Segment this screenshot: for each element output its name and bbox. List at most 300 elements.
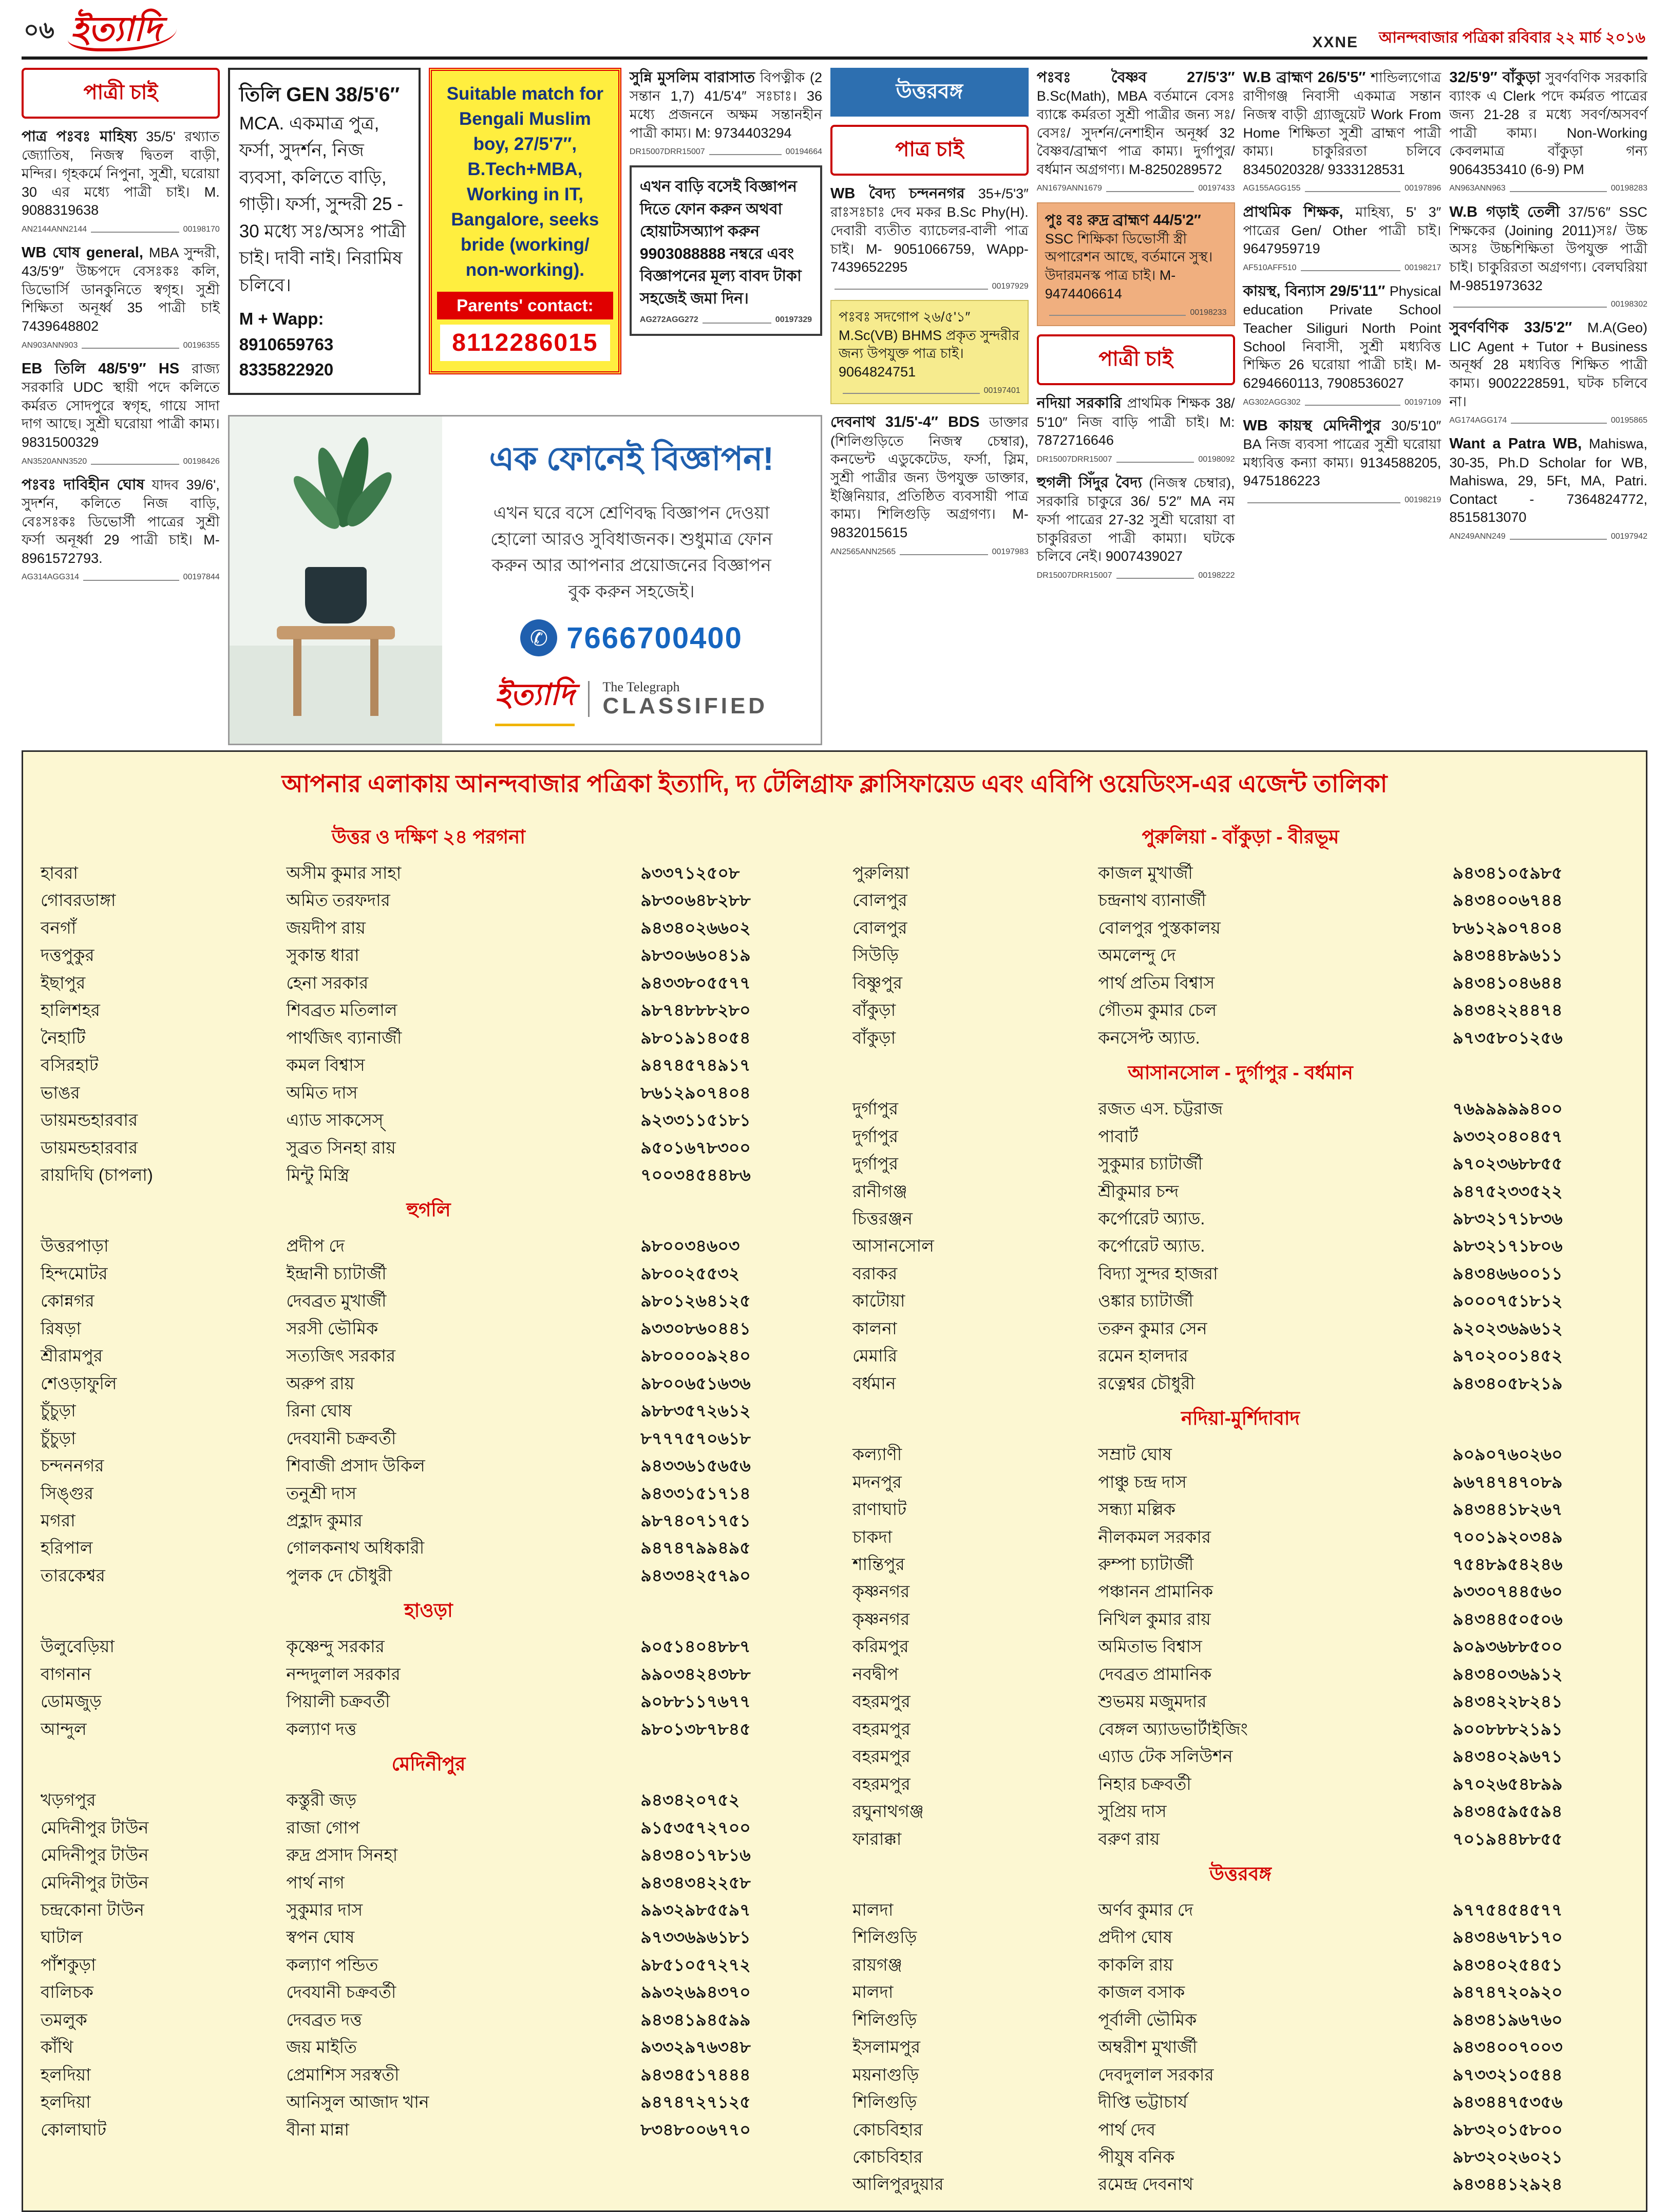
agent-row <box>852 1743 1628 1770</box>
agent-name: হেনা সরকার <box>286 973 369 992</box>
edition-code: XXNE <box>1312 34 1359 51</box>
ad-body: B.Sc(Math), MBA বর্তমানে বেসঃ ব্যাঙ্কে কর্মরতা সুশ্রী পাত্রীর জন্য সঃ/বেসঃ/ সুদর্শন/নেশাহীন অনূর্ধ্ব 32 বৈষ্ণব/ব্রাহ্মণ পাত্র কাম্য। দুর্গাপুর/বর্ধমান অগ্রগণ্য। M-8250289572 <box>1036 88 1235 177</box>
ad-title: সুন্নি মুসলিম বারাসাত <box>629 69 755 86</box>
classified-ad <box>830 412 1029 557</box>
ad-title: পঃবঃ বৈষ্ণব 27/5'3″ <box>1036 69 1235 86</box>
ad-body: 37/5'6″ SSC শিক্ষকের (Joining 2011)সঃ/ উচ্চ অসঃ উচ্চশিক্ষিতা উপযুক্ত পাত্রী চাই। চাকুরিরতা অগ্রগণ্য। বেলঘরিয়া M-9851973632 <box>1449 204 1647 293</box>
ad-title: W.B ব্রাহ্মণ 26/5'5″ <box>1243 69 1366 86</box>
ad-ref-codes <box>1243 183 1442 194</box>
agent-name: পার্থ দেব <box>1098 2120 1156 2139</box>
classified-ad <box>1243 202 1442 274</box>
column-header-red: পাত্রী চাই <box>22 68 220 119</box>
ad-title: Want a Patra WB, <box>1449 436 1582 452</box>
agent-row <box>852 1232 1628 1259</box>
agent-phone: ৯০৯০৭৬০২৬০ <box>1452 1445 1563 1464</box>
agent-phone: ৯৯০৩৪২৪৩৮৮ <box>640 1664 751 1684</box>
ad-ref-codes <box>22 572 220 582</box>
agent-name: প্রদীপ দে <box>286 1236 345 1256</box>
agent-row <box>852 914 1628 941</box>
column-header-red: পাত্রী চাই <box>1037 334 1235 385</box>
agent-row <box>41 996 817 1024</box>
agent-location: ঘাটাল <box>41 1927 83 1947</box>
agent-row <box>852 1441 1628 1468</box>
agent-phone: ৯৮৭৪৮৮৮২৮০ <box>640 1000 751 1020</box>
ad-title: তিলি GEN 38/5'6″ <box>239 84 400 106</box>
agent-name: এ্যাড সাকসেস্ <box>286 1110 384 1130</box>
agent-row <box>852 969 1628 996</box>
ref-code-left: AN2565ANN2565 <box>830 547 896 556</box>
agent-phone: ৯২০২৩৬৯৬১২ <box>1452 1318 1563 1338</box>
agent-phone: ৯৪৩৪১০৪৬৪৪ <box>1452 973 1563 992</box>
agent-phone: ৯৩৩০৭৪৪৫৬০ <box>1452 1582 1563 1601</box>
agents-left-half <box>41 816 817 2198</box>
agent-row <box>41 1688 817 1715</box>
agent-name: কনসেপ্ট অ্যাড. <box>1098 1028 1200 1047</box>
agent-row <box>41 1562 817 1589</box>
agent-name: বরুণ রায় <box>1098 1829 1160 1848</box>
classified-column-3 <box>429 68 621 407</box>
agent-name: শ্রীকুমার চন্দ <box>1098 1181 1179 1201</box>
agent-row <box>41 1079 817 1106</box>
feature-matrimonial-ad <box>429 68 621 374</box>
ref-rule <box>1453 307 1607 308</box>
agent-name: সুকান্ত ধারা <box>286 946 359 965</box>
agent-row <box>852 2088 1628 2115</box>
agent-row <box>852 2061 1628 2088</box>
ad-body: রাজ্য সরকারি UDC স্থায়ী পদে কলিতে কর্মরত সোদপুরে স্বগৃহ, গায়ে সাদা দাগ আছে। সুশ্রী ঘরোয়া পাত্রী কাম্য। 9831500329 <box>22 361 220 450</box>
agent-row <box>852 1923 1628 1951</box>
agent-location: হলদিয়া <box>41 2065 91 2084</box>
agent-name: জয়দীপ রায় <box>286 918 366 937</box>
agent-name: দেবব্রত প্রামানিক <box>1098 1664 1212 1684</box>
agent-location: সিউড়ি <box>852 946 899 965</box>
agent-row <box>852 1688 1628 1715</box>
classified-middle-group <box>228 68 822 745</box>
agent-phone: ৯৪৩৪৬৬০০১১ <box>1452 1263 1563 1283</box>
agent-phone: ৯৪৩৪৩৪২২৫৮ <box>640 1873 751 1892</box>
ad-ref-codes <box>1243 495 1442 505</box>
agent-location: দুর্গাপুর <box>852 1126 899 1146</box>
ad-body: শান্ডিল্যগোত্র রাণীগঞ্জ নিবাসী একমাত্র সন্তান নিজস্ব বাড়ী গ্র্যাজুয়েট Work From Home শিক্ষিতা সুশ্রী ব্রাহ্মণ পাত্রী কাম্য। চাকুরিরতা চলিবে 8345020328/ 9333128531 <box>1243 70 1442 177</box>
agent-row <box>852 1496 1628 1523</box>
agent-row <box>41 969 817 996</box>
agent-location: মেমারি <box>852 1346 898 1366</box>
agent-location: হরিপাল <box>41 1538 93 1558</box>
brand-divider <box>588 681 590 717</box>
agent-row <box>852 2033 1628 2060</box>
agent-location: ফারাক্কা <box>852 1829 902 1848</box>
ref-code-right: 00197329 <box>775 315 812 325</box>
agent-name: পূর্বালী ভৌমিক <box>1098 2010 1197 2029</box>
agent-location: চুঁচুড়া <box>41 1401 76 1421</box>
ad-body: MCA. একমাত্র পুত্র, ফর্সা, সুদর্শন, নিজ ব্যবসা, কলিতে বাড়ি, গাড়ী। ফর্সা, সুন্দরী 25 - 30 মধ্যে সঃ/অসঃ পাত্রী চাই। দাবী নাই। নিরামিষ চলিবে। <box>239 113 406 295</box>
agent-location: হাবরা <box>41 863 78 882</box>
agent-name: রুম্পা চ্যাটার্জী <box>1098 1554 1194 1574</box>
agent-row <box>41 1232 817 1259</box>
classified-column-5 <box>830 68 1029 745</box>
agent-phone: ৯৪৭৫২৩৩৫২২ <box>1452 1181 1563 1201</box>
agent-location: চন্দ্রকোনা টাউন <box>41 1900 144 1919</box>
agent-row <box>41 1134 817 1161</box>
agents-right-half <box>852 816 1628 2198</box>
agent-location: কৃষ্ণনগর <box>852 1582 910 1601</box>
agent-phone: ৯০০৮৮৮২১৯১ <box>1452 1719 1563 1738</box>
agent-name: পিয়ালী চক্রবর্তী <box>286 1692 390 1711</box>
agent-location: হালিশহর <box>41 1000 100 1020</box>
agent-row <box>41 2116 817 2143</box>
agent-name: নন্দদুলাল সরকার <box>286 1664 401 1684</box>
agent-phone: ৯৪৩৪৪১৮২৬৭ <box>1452 1500 1563 1519</box>
agent-name: ওঙ্কার চ্যাটার্জী <box>1098 1291 1193 1311</box>
ad-ref-codes <box>1449 183 1647 194</box>
agent-phone: ৯৭৩৫৮০১২৫৬ <box>1452 1028 1563 1047</box>
ref-code-right: 00196355 <box>183 341 220 350</box>
agent-phone: ৯৮৫১০৫৭২৭২ <box>640 1955 751 1974</box>
agent-phone: ৯৮৩২০২৬০২১ <box>1452 2147 1563 2167</box>
agent-phone: ৯৪৭৪৭৯৯৪৯৫ <box>640 1538 751 1558</box>
agent-phone: ৯৭৩৩৬৯৬১৮১ <box>640 1927 751 1947</box>
ref-rule <box>703 323 771 324</box>
region-header: নদিয়া-মুর্শিদাবাদ <box>1181 1408 1300 1429</box>
ref-code-left: AG302AGG302 <box>1243 398 1301 407</box>
agent-phone: ৯৪৩৪২২৪৪৭৪ <box>1452 1000 1563 1020</box>
region-header: উত্তরবঙ্গ <box>1209 1863 1272 1884</box>
agent-phone: ৭০০১৯২০৩৪৯ <box>1452 1527 1563 1546</box>
agent-phone: ৯৪৩৪০১৭৮১৬ <box>640 1845 751 1865</box>
agent-phone: ৯৪৩৪০২৫৪৫১ <box>1452 1955 1563 1974</box>
agent-row <box>41 1051 817 1079</box>
agent-row <box>852 1287 1628 1314</box>
agent-location: বহরমপুর <box>852 1719 911 1738</box>
agent-row <box>852 859 1628 886</box>
agent-location: দুর্গাপুর <box>852 1154 899 1174</box>
agent-location: কালনা <box>852 1318 897 1338</box>
agent-location: উলুবেড়িয়া <box>41 1637 115 1656</box>
page-number: ০৬ <box>24 17 54 43</box>
agent-location: করিমপুর <box>852 1637 909 1656</box>
agent-location: আসানসোল <box>852 1236 934 1256</box>
agent-location: কল্যাণী <box>852 1445 902 1464</box>
agent-row <box>41 1814 817 1841</box>
ref-code-right: 00198092 <box>1198 455 1235 464</box>
agent-row <box>41 1452 817 1479</box>
agent-phone: ৯৪৩৩৪২৫৭৯০ <box>640 1565 751 1585</box>
agent-location: বোলপুর <box>852 891 907 910</box>
agent-location: কোচবিহার <box>852 2147 923 2167</box>
agent-phone: ৯৪৩৪২০৭৫২ <box>640 1790 740 1810</box>
agent-location: বাগনান <box>41 1664 91 1684</box>
agent-row <box>41 1923 817 1951</box>
agent-row <box>41 1534 817 1561</box>
agent-location: ডায়মন্ডহারবার <box>41 1110 138 1130</box>
agent-name: রাজা গোপ <box>286 1818 360 1837</box>
agent-location: বোলপুর <box>852 918 907 937</box>
ref-code-left: AG272AGG272 <box>639 315 698 325</box>
agent-row <box>852 1978 1628 2006</box>
booking-notice <box>630 165 822 336</box>
agent-row <box>41 1480 817 1507</box>
agent-phone: ৯৮৮৩৫৭২৬১২ <box>640 1401 751 1421</box>
agent-phone: ৯৮৩০৬৪৮২৮৮ <box>640 891 751 910</box>
agent-location: বহরমপুর <box>852 1692 911 1711</box>
ref-rule <box>900 554 988 555</box>
agent-name: চন্দ্রনাথ ব্যানার্জী <box>1098 891 1206 910</box>
agent-location: আলিপুরদুয়ার <box>852 2175 944 2194</box>
agent-location: ভাঙর <box>41 1083 80 1102</box>
agent-phone: ৯৭০২৬৫৪৮৯৯ <box>1452 1774 1563 1793</box>
agent-location: শেওড়াফুলি <box>41 1373 117 1393</box>
agent-row <box>852 1551 1628 1578</box>
agent-row <box>41 886 817 914</box>
classified-ad <box>228 68 421 395</box>
agent-phone: ৮৬১২৯০৭৪০৪ <box>1452 918 1563 937</box>
classified-ad <box>1449 318 1647 426</box>
agent-location: বরাকর <box>852 1263 898 1283</box>
ityadi-logo: ইত্যাদি <box>495 672 574 726</box>
agent-location: শিলিগুড়ি <box>852 2092 917 2112</box>
agent-phone: ৯৪৩৪১৯৪৫৯৯ <box>640 2010 751 2029</box>
ad-body: প্রাথমিক শিক্ষক 38/ 5'10″ নিজ বাড়ি পাত্রী চাই। M: 7872716646 <box>1036 395 1235 448</box>
agent-row <box>852 1896 1628 1923</box>
agent-location: হলদিয়া <box>41 2092 91 2112</box>
column-header-red: পাত্র চাই <box>830 125 1029 176</box>
agent-name: রিনা ঘোষ <box>286 1401 352 1421</box>
agent-phone: ৯৪৩৪৬৭৮১৭০ <box>1452 1927 1563 1947</box>
agent-phone: ৭০০৩৪৫৪৪৮৬ <box>640 1165 751 1184</box>
agent-name: নিখিল কুমার রায় <box>1098 1609 1211 1629</box>
agent-phone: ৮৭৭৭৫৭০৬১৮ <box>640 1428 751 1448</box>
agent-phone: ৯৪৩৪৪৭৫৩৫৬ <box>1452 2092 1563 2112</box>
ad-body: ডাক্তার (শিলিগুড়িতে নিজস্ব চেম্বার), কনভেন্ট এডুকেটেড, ফর্সা, স্লিম, সুশ্রী পাত্রীর জন্য উপযুক্ত ডাক্তার, ইঞ্জিনিয়ার, প্রতিষ্ঠিত ব্যবসায়ী পাত্র কাম্য। শিলিগুড়ি অগ্রগণ্য। M-9832015615 <box>830 414 1029 540</box>
agent-name: প্রেমাশিস সরস্বতী <box>286 2065 400 2084</box>
agent-row <box>41 1342 817 1369</box>
ad-body: Mahiswa, 30-35, Ph.D Scholar for WB, Mahiswa, 29, 5Ft, MA, Patri. Contact - 7364824772, 8515813070 <box>1449 436 1647 525</box>
ad-title: WB ঘোষ general, <box>22 244 143 261</box>
agent-phone: ৯৪৩৩১৫১৭১৪ <box>640 1483 751 1503</box>
ad-body: 35/5' রথ্যাত জ্যোতিষ, নিজস্ব দ্বিতল বাড়ী, মন্দির। গৃহকর্মে নিপুনা, সুশ্রী, ঘরোয়া 30 এর মধ্যে পাত্রী চাই। M. 9088319638 <box>22 129 220 218</box>
region-header: হুগলি <box>406 1199 451 1221</box>
agent-phone: ৯৪৩৪৫৯৫৫৯৪ <box>1452 1802 1563 1821</box>
ref-rule <box>1049 315 1186 316</box>
agent-name: দেবযানী চক্রবর্তী <box>286 1428 396 1448</box>
agent-phone: ৯৪৩৪৫১৭৪৪৪ <box>640 2065 751 2084</box>
column-header-blue: উত্তরবঙ্গ <box>830 68 1029 117</box>
ref-code-right: 00198426 <box>183 457 220 466</box>
agent-row <box>852 1342 1628 1369</box>
agent-name: অমলেন্দু দে <box>1098 946 1176 965</box>
agent-phone: ৯৪৩৪০২৬৬০২ <box>640 918 751 937</box>
ref-code-left: DR15007DRR15007 <box>1036 455 1112 464</box>
ref-rule <box>1511 423 1606 424</box>
ref-rule <box>1106 191 1194 192</box>
classified-ad <box>1449 68 1647 194</box>
agent-location: রায়দিঘি (চাপলা) <box>41 1165 153 1184</box>
agent-row <box>852 1825 1628 1852</box>
plant-photo <box>230 417 442 744</box>
section-title: ইত্যাদি <box>68 14 177 51</box>
ad-ref-codes <box>839 385 1020 396</box>
agent-name: অমিত তরফদার <box>286 891 390 910</box>
ref-rule <box>83 580 179 581</box>
agent-row <box>41 914 817 941</box>
agent-name: রজত এস. চট্টরাজ <box>1098 1099 1223 1119</box>
ad-title: W.B গড়াই তেলী <box>1449 203 1560 220</box>
agent-name: পাঞ্চু চন্দ্র দাস <box>1098 1472 1187 1491</box>
agent-location: ডায়মন্ডহারবার <box>41 1138 138 1157</box>
agent-name: নিহার চক্রবর্তী <box>1098 1774 1191 1793</box>
agent-name: কর্পোরেট অ্যাড. <box>1098 1236 1205 1256</box>
agent-location: চন্দননগর <box>41 1456 104 1476</box>
agent-name: পুলক দে চৌধুরী <box>286 1565 392 1585</box>
agent-location: তমলুক <box>41 2010 87 2029</box>
classified-ad <box>22 359 220 467</box>
classified-ad <box>22 243 220 351</box>
agent-name: সরসী ভৌমিক <box>286 1318 378 1338</box>
region-header: আসানসোল - দুর্গাপুর - বর্ধমান <box>1128 1062 1353 1084</box>
agent-row <box>852 1260 1628 1287</box>
agent-name: কাজল মুখার্জী <box>1098 863 1193 882</box>
agent-location: মদনপুর <box>852 1472 902 1491</box>
agent-location: ইসলামপুর <box>852 2037 921 2057</box>
ad-ref-codes <box>22 340 220 351</box>
ref-rule <box>82 348 179 349</box>
feature-text: Suitable match for Bengali Muslim boy, 27/5'7″, B.Tech+MBA, Working in IT, Bangalore, seeks bride (working/ non-working). <box>446 84 604 280</box>
masthead: আনন্দবাজার পত্রিকা রবিবার ২২ মার্চ ২০১৬ <box>1379 29 1645 46</box>
agent-name: কর্পোরেট অ্যাড. <box>1098 1208 1205 1228</box>
agent-location: হিন্দমোটর <box>41 1263 108 1283</box>
agent-name: কল্যাণ দত্ত <box>286 1719 357 1738</box>
ref-code-right: 00198302 <box>1610 300 1647 309</box>
agent-row <box>852 1605 1628 1633</box>
agent-name: কৃষ্ণেন্দু সরকার <box>286 1637 385 1656</box>
ad-ref-codes <box>630 146 822 157</box>
agent-phone: ৯৮৩২১৭১৮৩৬ <box>1452 1208 1563 1228</box>
ref-code-left: AG155AGG155 <box>1243 184 1301 193</box>
agent-phone: ৯৭০২০০১৪৫২ <box>1452 1346 1563 1366</box>
agent-name: কাকলি রায় <box>1098 1955 1173 1974</box>
agent-row <box>41 1370 817 1397</box>
agent-phone: ৯৪৩৩৮০৫৫৭৭ <box>640 973 751 992</box>
agent-location: বহরমপুর <box>852 1747 911 1766</box>
ref-rule <box>1305 405 1400 406</box>
agent-phone: ৯৪৩৪০৫৮২১৯ <box>1452 1373 1563 1393</box>
agent-name: আনিসুল আজাদ খান <box>286 2092 429 2112</box>
agent-phone: ৭৬৯৯৯৯৯৪০০ <box>1452 1099 1563 1119</box>
agent-location: দত্তপুকুর <box>41 946 94 965</box>
agent-phone: ৯৮৩২১৭১৮০৬ <box>1452 1236 1563 1256</box>
agent-name: বোলপুর পুস্তকালয় <box>1098 918 1221 937</box>
agent-row <box>41 1786 817 1813</box>
agent-name: রমেন হালদার <box>1098 1346 1188 1366</box>
classified-ad <box>1243 416 1442 505</box>
ref-rule <box>1116 462 1194 463</box>
agent-phone: ৯৫০১৬৭৮৩০০ <box>640 1138 751 1157</box>
agent-row <box>852 1178 1628 1205</box>
ad-ref-codes <box>1449 531 1647 542</box>
agent-phone: ৯৮০০২৫৫৩২ <box>640 1263 740 1283</box>
agent-location: মেদিনীপুর টাউন <box>41 1818 149 1837</box>
ad-body: 30/5'10″ BA নিজ ব্যবসা পাত্রের সুশ্রী ঘরোয়া মধ্যবিত্ত কন্যা কাম্য। 9134588205, 9475186223 <box>1243 418 1442 489</box>
ref-code-left: AN1679ANN1679 <box>1036 184 1102 193</box>
agent-row <box>852 1578 1628 1605</box>
agent-row <box>41 1315 817 1342</box>
ref-code-right: 00195865 <box>1610 416 1647 425</box>
agent-location: মালদা <box>852 1900 894 1919</box>
ad-ref-codes <box>830 281 1029 292</box>
agent-row <box>41 1507 817 1534</box>
agent-row <box>41 1024 817 1051</box>
agent-location: উত্তরপাড়া <box>41 1236 109 1256</box>
ref-rule <box>709 154 782 155</box>
agent-name: কাজল বসাক <box>1098 1982 1185 2002</box>
agent-phone: ৯০৮৮১১৭৬৭৭ <box>640 1692 751 1711</box>
agent-row <box>852 1770 1628 1798</box>
agent-location: খড়গপুর <box>41 1790 96 1810</box>
agent-phone: ৭৫৪৮৯৫৪২৪৬ <box>1452 1554 1563 1574</box>
ad-ref-codes <box>1037 570 1235 581</box>
agent-phone: ৯৮০০০০৯২৪০ <box>640 1346 751 1366</box>
agents-banner: আপনার এলাকায় আনন্দবাজার পত্রিকা ইত্যাদি, দ্য টেলিগ্রাফ ক্লাসিফায়েড এবং এবিপি ওয়েডিংস-এর এজেন্ট তালিকা <box>281 770 1388 797</box>
ref-code-right: 00198170 <box>183 224 220 234</box>
ad-body: সুবর্ণবণিক সরকারি ব্যাংক এ Clerk পদে কর্মরত পাত্রের জন্য 21-28 র মধ্যে সবর্ণ/অসবর্ণ পাত্রী কাম্য। Non-Working কেবলমাত্র বাঁকুড়া গন্য 9064353410 (6-9) PM <box>1449 70 1647 177</box>
agent-location: সিঙ্গুর <box>41 1483 93 1503</box>
agent-row <box>41 1397 817 1424</box>
agent-name: ইন্দ্রানী চ্যাটার্জী <box>286 1263 387 1283</box>
agent-row <box>41 2088 817 2115</box>
agent-location: আন্দুল <box>41 1719 87 1738</box>
agent-phone: ৯৩৩২৯৭৬৩৪৮ <box>640 2037 751 2057</box>
ref-rule <box>1301 270 1401 271</box>
ref-code-right: 00197433 <box>1198 184 1235 193</box>
agent-row <box>41 1951 817 1978</box>
agent-row <box>852 1205 1628 1232</box>
agent-name: পার্থ প্রতিম বিশ্বাস <box>1098 973 1215 992</box>
agents-section <box>22 750 1647 2212</box>
ad-body: M.A(Geo) LIC Agent + Tutor + Business অনূর্ধ্ব 28 মধ্যবিত্ত শিক্ষিত পাত্রী কাম্য। 9002228591, ঘটক চলিবে না। <box>1449 320 1647 409</box>
ref-code-left: AG174AGG174 <box>1449 416 1507 425</box>
agent-row <box>852 1798 1628 1825</box>
agent-location: গোবরডাঙ্গা <box>41 891 116 910</box>
phone-ad-promo <box>228 415 822 745</box>
agent-location: ডোমজুড় <box>41 1692 102 1711</box>
agent-name: শিবাজী প্রসাদ উকিল <box>286 1456 425 1476</box>
agent-name: সম্রাট ঘোষ <box>1098 1445 1172 1464</box>
agent-name: এ্যাড টেক সলিউশন <box>1098 1747 1233 1766</box>
agent-name: প্রহ্লাদ কুমার <box>286 1510 363 1530</box>
classified-ad <box>1037 393 1235 465</box>
agent-location: ময়নাগুড়ি <box>852 2065 919 2084</box>
agent-location: দুর্গাপুর <box>852 1099 899 1119</box>
ref-code-left: AN249ANN249 <box>1449 532 1506 541</box>
ad-title: প্রাথমিক শিক্ষক, <box>1243 203 1343 220</box>
agent-location: বসিরহাট <box>41 1055 99 1075</box>
classified-column-6 <box>1037 68 1235 745</box>
agent-name: অর্ণব কুমার দে <box>1098 1900 1193 1919</box>
agent-phone: ৯৮৩২০১৫৮০০ <box>1452 2120 1563 2139</box>
agent-phone: ৯৩৩০৮৬০৪৪১ <box>640 1318 751 1338</box>
ref-rule <box>1116 578 1194 579</box>
agent-row <box>852 2143 1628 2170</box>
agent-name: কমল বিশ্বাস <box>286 1055 365 1075</box>
agent-row <box>41 2006 817 2033</box>
ad-title: দেবনাথ 31/5'-4″ BDS <box>830 414 980 431</box>
ad-ref-codes <box>1243 397 1442 408</box>
agent-name: সত্যজিৎ সরকার <box>286 1346 396 1366</box>
ad-body: যাদব 39/6', সুদর্শন, কলিতে নিজ বাড়ি, বেঃসঃকঃ ডিভোর্সী পাত্রের সুশ্রী ফর্সা অনূর্ধ্বা 29 পাত্রী চাই। M-8961572793. <box>22 477 220 566</box>
agent-row <box>852 1715 1628 1743</box>
agent-row <box>41 1633 817 1660</box>
agent-location: পাঁশকুড়া <box>41 1955 96 1974</box>
